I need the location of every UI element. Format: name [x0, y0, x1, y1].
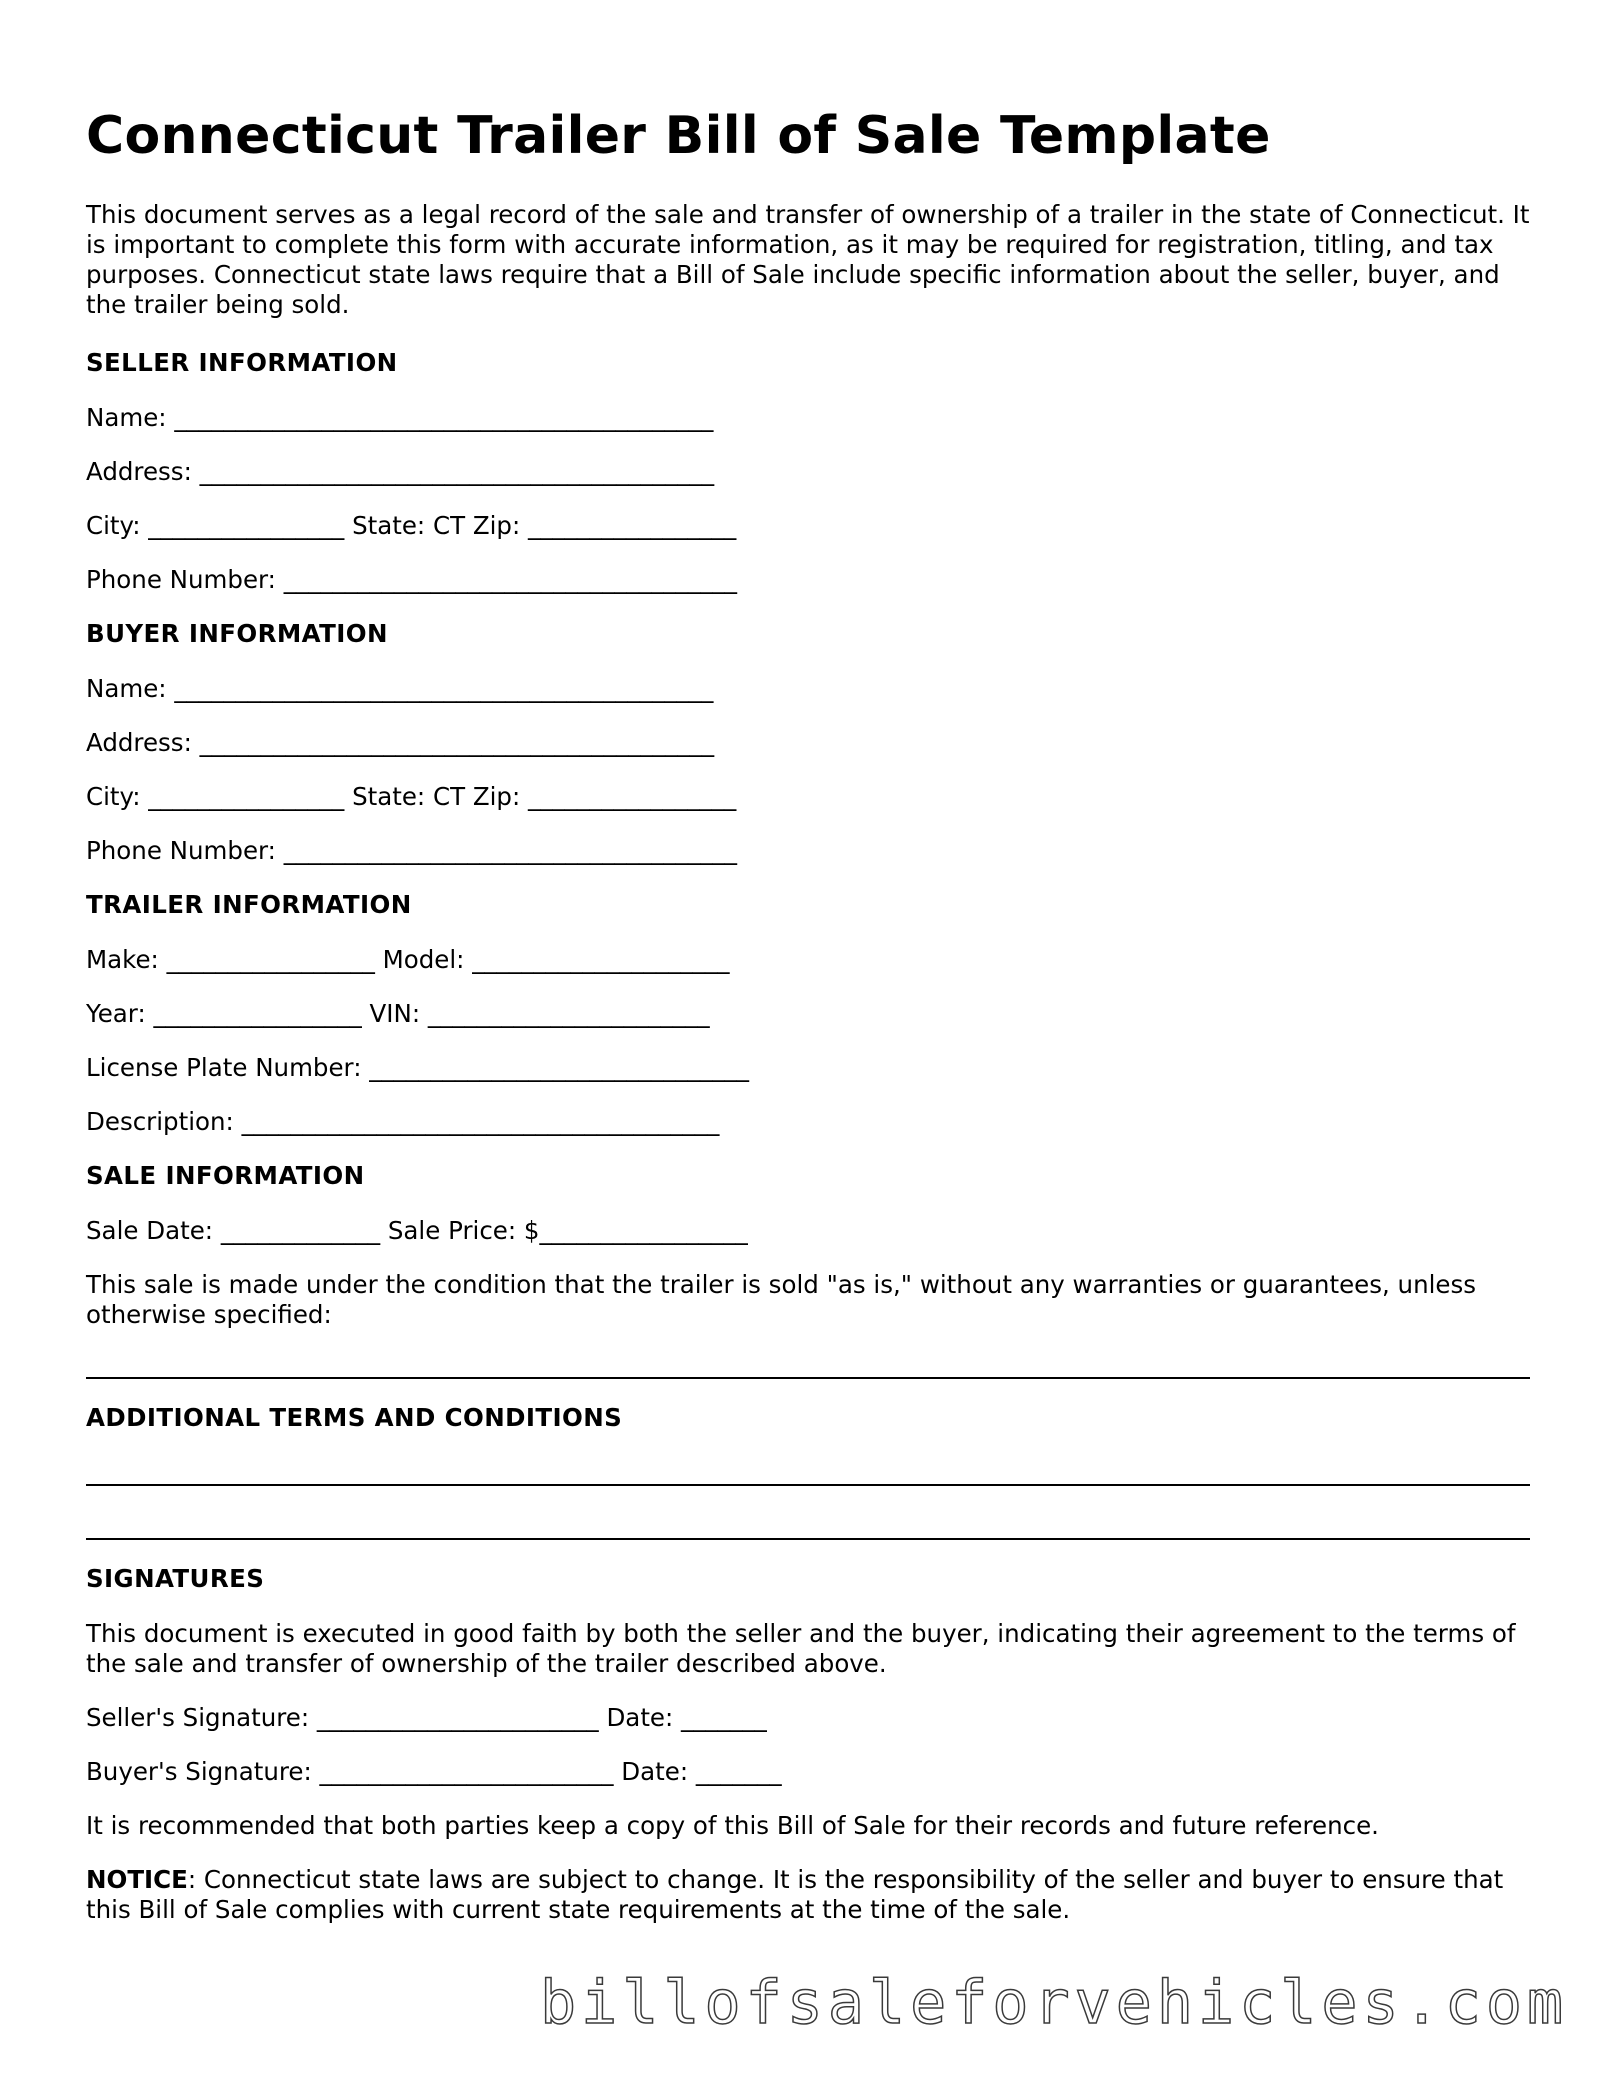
intro-paragraph: This document serves as a legal record of the sale and transfer of ownership of a trailer in the state of Connecticut. It is important to complete this form with accurate information, as it may be required for registration, titling, and tax purposes. Connecticut state laws require that a Bill of Sale include specific information about the seller, buyer, and the trailer being sold.: [86, 200, 1530, 319]
seller-name-field[interactable]: Name: ____________________________________________: [86, 403, 714, 432]
sale-date-price-field[interactable]: Sale Date: _____________ Sale Price: $_________________: [86, 1216, 748, 1245]
trailer-make-model-field[interactable]: Make: _________________ Model: _____________________: [86, 945, 730, 974]
terms-blank-line-1[interactable]: [86, 1484, 1530, 1486]
as-is-clause: This sale is made under the condition that the trailer is sold "as is," without any warranties or guarantees, unless otherwise specified:: [86, 1270, 1477, 1329]
page-title: Connecticut Trailer Bill of Sale Template: [86, 106, 1271, 166]
trailer-plate-field[interactable]: License Plate Number: _______________________________: [86, 1053, 749, 1082]
seller-address-field[interactable]: Address: __________________________________________: [86, 457, 715, 486]
bill-of-sale-document: [86, 96, 1546, 1925]
signatures-heading: SIGNATURES: [86, 1564, 265, 1593]
buyer-signature-field[interactable]: Buyer's Signature: ________________________ Date: _______: [86, 1757, 782, 1786]
as-is-blank-line[interactable]: [86, 1377, 1530, 1379]
terms-heading: ADDITIONAL TERMS AND CONDITIONS: [86, 1403, 623, 1432]
notice-text: : Connecticut state laws are subject to change. It is the responsibility of the seller and buyer to ensure that this Bill of Sale complies with current state requirements at the time of the sale.: [86, 1865, 1504, 1924]
signatures-statement: This document is executed in good faith by both the seller and the buyer, indicating their agreement to the terms of the sale and transfer of ownership of the trailer described above.: [86, 1619, 1516, 1678]
buyer-phone-field[interactable]: Phone Number: _____________________________________: [86, 836, 737, 865]
notice-label: NOTICE: [86, 1865, 188, 1894]
seller-heading: SELLER INFORMATION: [86, 348, 398, 377]
sale-heading: SALE INFORMATION: [86, 1161, 365, 1190]
buyer-name-field[interactable]: Name: ____________________________________________: [86, 674, 714, 703]
buyer-city-state-zip-field[interactable]: City: ________________ State: CT Zip: _________________: [86, 782, 737, 811]
seller-city-state-zip-field[interactable]: City: ________________ State: CT Zip: _________________: [86, 511, 737, 540]
trailer-year-vin-field[interactable]: Year: _________________ VIN: _______________________: [86, 999, 710, 1028]
buyer-address-field[interactable]: Address: __________________________________________: [86, 728, 715, 757]
notice-paragraph: [86, 1865, 1546, 1925]
trailer-heading: TRAILER INFORMATION: [86, 890, 412, 919]
trailer-description-field[interactable]: Description: _______________________________________: [86, 1107, 720, 1136]
terms-blank-line-2[interactable]: [86, 1538, 1530, 1540]
watermark-text: billofsaleforvehicles.com: [540, 1968, 1569, 2038]
recommendation-text: It is recommended that both parties keep a copy of this Bill of Sale for their records and future reference.: [86, 1811, 1379, 1840]
buyer-heading: BUYER INFORMATION: [86, 619, 388, 648]
seller-signature-field[interactable]: Seller's Signature: _______________________ Date: _______: [86, 1703, 767, 1732]
seller-phone-field[interactable]: Phone Number: _____________________________________: [86, 565, 737, 594]
